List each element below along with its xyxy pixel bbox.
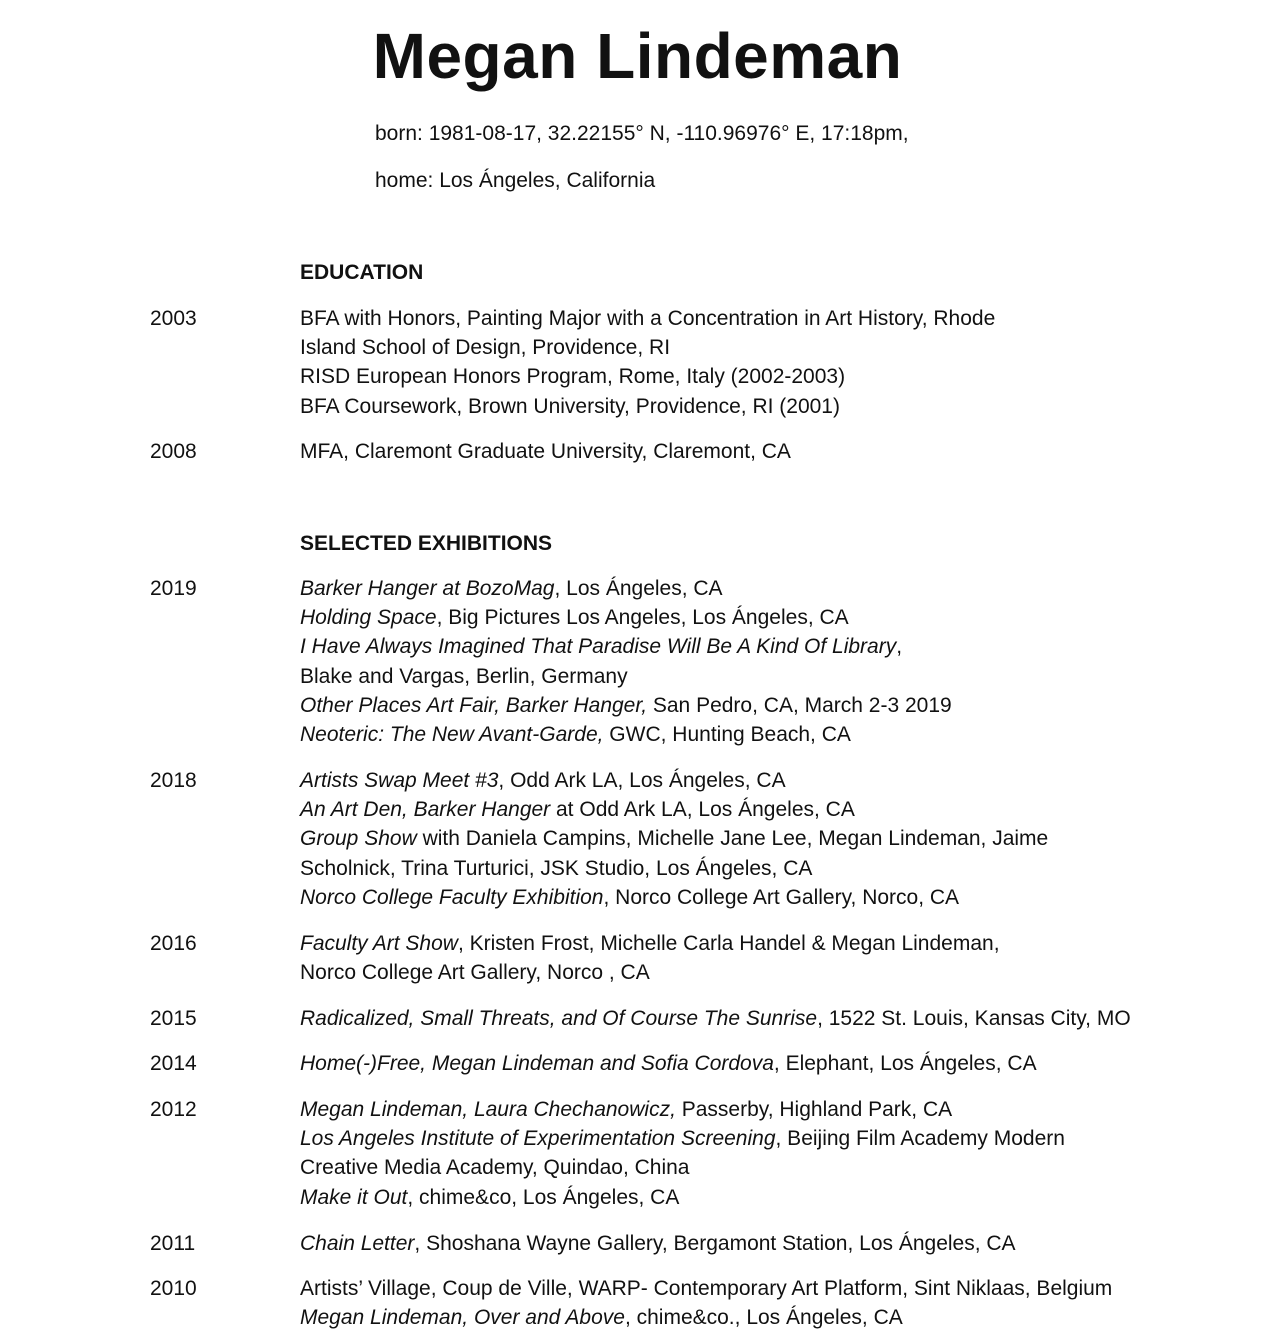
entry-line (300, 883, 1260, 912)
entry-line (300, 603, 1260, 632)
entry-line (300, 304, 1260, 333)
entry-year: 2016 (150, 932, 197, 955)
entry-line (300, 1303, 1260, 1332)
entry-year: 2015 (150, 1007, 197, 1030)
work-title: Faculty Art Show (300, 932, 458, 955)
work-title: Barker Hanger at BozoMag (300, 577, 555, 600)
entry-detail: , Norco College Art Gallery, Norco, CA (603, 885, 960, 909)
entry-line (300, 1095, 1260, 1124)
entry-lines (300, 1049, 1260, 1078)
entry-detail: , chime&co, Los Ángeles, CA (407, 1185, 680, 1209)
education-entry (150, 437, 1250, 466)
entry-line (300, 437, 1260, 466)
entry-line (300, 1183, 1260, 1212)
work-title: Holding Space (300, 606, 437, 630)
entry-line (300, 720, 1260, 749)
entry-lines (300, 304, 1260, 421)
work-title: Artists Swap Meet #3 (300, 769, 499, 792)
entry-line (300, 795, 1260, 824)
exhibition-entry (150, 929, 1250, 987)
entry-detail: , (896, 635, 903, 659)
entry-detail: Norco College Art Gallery, Norco , CA (300, 961, 650, 985)
work-title: Other Places Art Fair, Barker Hanger, (300, 693, 648, 717)
entry-detail: Passerby, Highland Park, CA (675, 1098, 953, 1121)
home-info: home: Los Ángeles, California (375, 169, 656, 192)
entry-line (300, 929, 1260, 958)
entry-line (300, 662, 1260, 691)
entry-detail: , Elephant, Los Ángeles, CA (773, 1052, 1037, 1075)
entry-detail: San Pedro, CA, March 2-3 2019 (647, 693, 952, 717)
work-title: Neoteric: The New Avant-Garde, (300, 723, 604, 747)
exhibition-entry (150, 574, 1250, 749)
entry-line (300, 362, 1260, 391)
entry-line (300, 392, 1260, 421)
born-info: born: 1981-08-17, 32.22155° N, -110.96976° E, 17:18pm, (375, 122, 909, 145)
entry-detail: , chime&co., Los Ángeles, CA (624, 1306, 903, 1330)
entry-line (300, 691, 1260, 720)
entry-line (300, 958, 1260, 987)
entry-detail: , Kristen Frost, Michelle Carla Handel & Megan Lindeman, (457, 932, 1000, 955)
entry-detail: Creative Media Academy, Quindao, China (300, 1156, 690, 1180)
entry-detail: , Shoshana Wayne Gallery, Bergamont Station, Los Ángeles, CA (414, 1232, 1016, 1255)
work-title: An Art Den, Barker Hanger (300, 798, 551, 822)
exhibition-entry (150, 1229, 1250, 1258)
entry-line (300, 1274, 1260, 1303)
entry-line (300, 632, 1260, 661)
entry-year: 2019 (150, 577, 197, 600)
entry-lines (300, 1004, 1260, 1033)
entry-year: 2010 (150, 1277, 197, 1300)
entry-line (300, 1004, 1260, 1033)
entry-detail: Scholnick, Trina Turturici, JSK Studio, Los Ángeles, CA (300, 856, 813, 880)
entry-detail: , 1522 St. Louis, Kansas City, MO (817, 1007, 1131, 1030)
work-title: Make it Out (300, 1185, 408, 1209)
entry-detail: Artists’ Village, Coup de Ville, WARP- Contemporary Art Platform, Sint Niklaas, Belgium (300, 1277, 1113, 1300)
entry-detail: GWC, Hunting Beach, CA (603, 723, 851, 747)
entry-detail: with Daniela Campins, Michelle Jane Lee, Megan Lindeman, Jaime (416, 827, 1049, 851)
exhibition-entry (150, 1004, 1250, 1033)
entry-detail: Blake and Vargas, Berlin, Germany (300, 664, 628, 688)
entry-line (300, 854, 1260, 883)
entry-year: 2008 (150, 440, 197, 463)
entry-year: 2003 (150, 307, 197, 330)
work-title: Group Show (300, 827, 417, 851)
work-title: Los Angeles Institute of Experimentation Screening (300, 1127, 776, 1151)
entry-line (300, 1124, 1260, 1153)
entry-detail: BFA with Honors, Painting Major with a Concentration in Art History, Rhode (300, 307, 996, 330)
entry-year: 2012 (150, 1098, 197, 1121)
entry-line (300, 333, 1260, 362)
entry-lines (300, 1095, 1260, 1212)
exhibition-entry (150, 1049, 1250, 1078)
work-title: Megan Lindeman, Laura Chechanowicz, (300, 1098, 676, 1121)
work-title: Home(-)Free, Megan Lindeman and Sofia Cordova (300, 1052, 774, 1075)
work-title: Chain Letter (300, 1232, 415, 1255)
education-entry (150, 304, 1250, 421)
entry-line (300, 574, 1260, 603)
page-title: Megan Lindeman (372, 20, 903, 92)
entry-detail: , Los Ángeles, CA (554, 577, 723, 600)
work-title: Megan Lindeman, Over and Above (300, 1306, 625, 1330)
entry-detail: Island School of Design, Providence, RI (300, 336, 671, 360)
entry-line (300, 1153, 1260, 1182)
entry-year: 2014 (150, 1052, 197, 1075)
entry-lines (300, 1274, 1260, 1332)
entry-lines (300, 574, 1260, 749)
entry-lines (300, 766, 1260, 912)
entry-detail: , Odd Ark LA, Los Ángeles, CA (498, 769, 786, 792)
entry-detail: MFA, Claremont Graduate University, Claremont, CA (300, 440, 791, 463)
entry-lines (300, 1229, 1260, 1258)
entry-lines (300, 929, 1260, 987)
entry-detail: RISD European Honors Program, Rome, Italy (2002-2003) (300, 365, 846, 389)
education-heading: EDUCATION (300, 261, 424, 284)
exhibition-entry (150, 766, 1250, 912)
entry-line (300, 1049, 1260, 1078)
entry-year: 2011 (150, 1232, 196, 1255)
entry-line (300, 766, 1260, 795)
work-title: I Have Always Imagined That Paradise Will Be A Kind Of Library (300, 635, 897, 659)
exhibition-entry (150, 1095, 1250, 1212)
entry-line (300, 824, 1260, 853)
exhibition-entry (150, 1274, 1250, 1332)
entry-detail: BFA Coursework, Brown University, Providence, RI (2001) (300, 394, 840, 418)
work-title: Norco College Faculty Exhibition (300, 885, 604, 909)
work-title: Radicalized, Small Threats, and Of Course The Sunrise (300, 1007, 818, 1030)
entry-year: 2018 (150, 769, 197, 792)
entry-detail: at Odd Ark LA, Los Ángeles, CA (550, 798, 855, 822)
exhibitions-heading: SELECTED EXHIBITIONS (300, 532, 553, 555)
entry-lines (300, 437, 1260, 466)
entry-detail: , Beijing Film Academy Modern (775, 1127, 1065, 1151)
entry-detail: , Big Pictures Los Angeles, Los Ángeles, CA (436, 606, 849, 630)
entry-line (300, 1229, 1260, 1258)
